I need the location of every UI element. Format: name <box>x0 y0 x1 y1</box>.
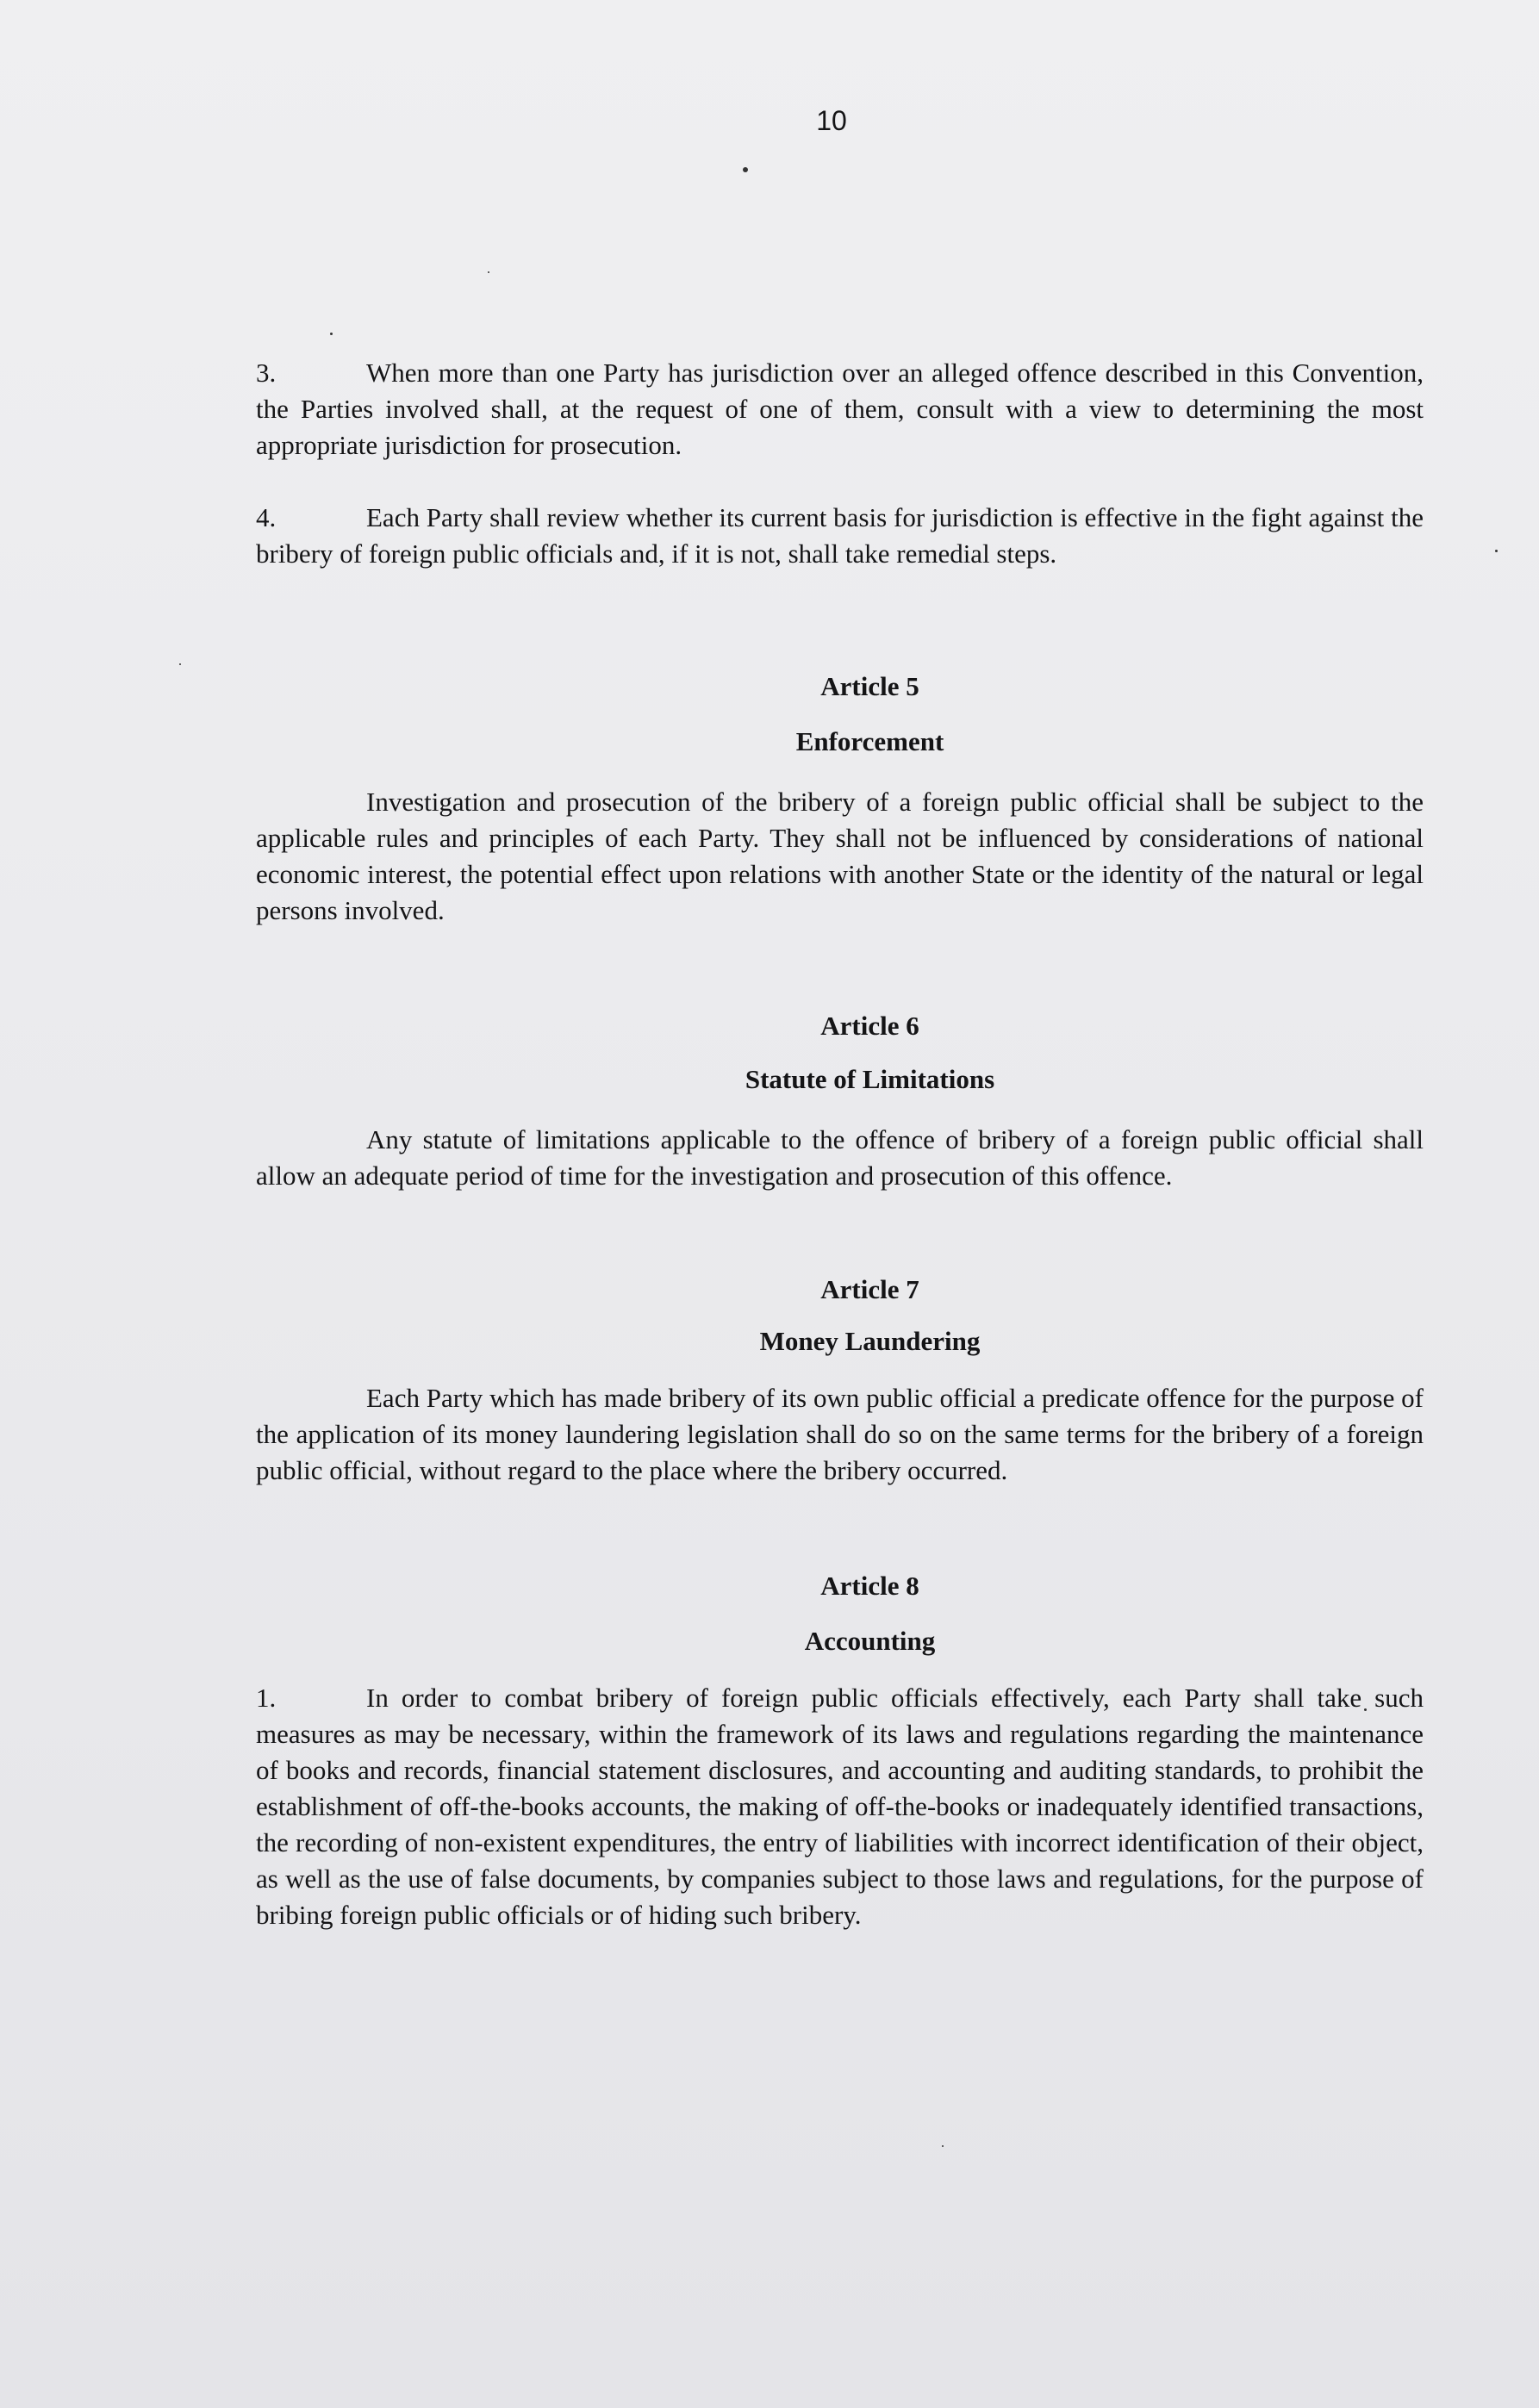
page-number: 10 <box>816 105 847 136</box>
document-body <box>256 355 1424 1933</box>
paragraph-number: 4. <box>256 502 277 532</box>
article-7-subtitle: Money Laundering <box>759 1326 981 1356</box>
speck-mark <box>1495 550 1498 552</box>
article-5-text: Investigation and prosecution of the bribery of a foreign public official shall be subject to the applicable rules and principles of each Party. They shall not be influenced by considerations of national economic interest, the potential effect upon relations with another State or the identity of the natural or legal persons involved. <box>256 787 1424 925</box>
paragraph-4 <box>256 500 1424 572</box>
paragraph-3 <box>256 355 1424 464</box>
article-7-title: Article 7 <box>820 1274 919 1304</box>
article-5-title: Article 5 <box>820 671 919 701</box>
article-6-subtitle: Statute of Limitations <box>745 1064 995 1094</box>
article-8-paragraph-1 <box>256 1680 1424 1933</box>
article-6-title: Article 6 <box>820 1011 919 1041</box>
speck-mark <box>743 167 748 172</box>
paragraph-text: In order to combat bribery of foreign public officials effectively, each Party shall take such measures as may be necessary, within the framework of its laws and regulations regarding the maintenance of books and records, financial statement disclosures, and accounting and auditing standards, to prohibit the establishment of off-the-books accounts, the making of off-the-books or inadequately identified transactions, the recording of non-existent expenditures, the entry of liabilities with incorrect identification of their object, as well as the use of false documents, by companies subject to those laws and regulations, for the purpose of bribing foreign public officials or of hiding such bribery. <box>256 1683 1424 1930</box>
paragraph-text: When more than one Party has jurisdiction over an alleged offence described in this Convention, the Parties involved shall, at the request of one of them, consult with a view to determining the most appropriate jurisdiction for prosecution. <box>256 358 1424 460</box>
speck-mark <box>179 663 181 665</box>
article-8-subtitle: Accounting <box>804 1626 936 1656</box>
article-5-subtitle: Enforcement <box>795 726 944 756</box>
paragraph-text: Each Party shall review whether its current basis for jurisdiction is effective in the fight against the bribery of foreign public officials and, if it is not, shall take remedial steps. <box>256 502 1424 569</box>
speck-mark <box>942 2145 944 2147</box>
paragraph-number: 3. <box>256 358 277 388</box>
speck-mark <box>488 271 489 273</box>
article-7-text: Each Party which has made bribery of its own public official a predicate offence for the purpose of the application of its money laundering legislation shall do so on the same terms for the bribery of a foreign public official, without regard to the place where the bribery occurred. <box>256 1383 1424 1485</box>
speck-mark <box>330 333 333 335</box>
article-6-text: Any statute of limitations applicable to the offence of bribery of a foreign public official shall allow an adequate period of time for the investigation and prosecution of this offence. <box>256 1124 1424 1191</box>
article-8-title: Article 8 <box>820 1571 919 1601</box>
paragraph-number: 1. <box>256 1683 277 1713</box>
